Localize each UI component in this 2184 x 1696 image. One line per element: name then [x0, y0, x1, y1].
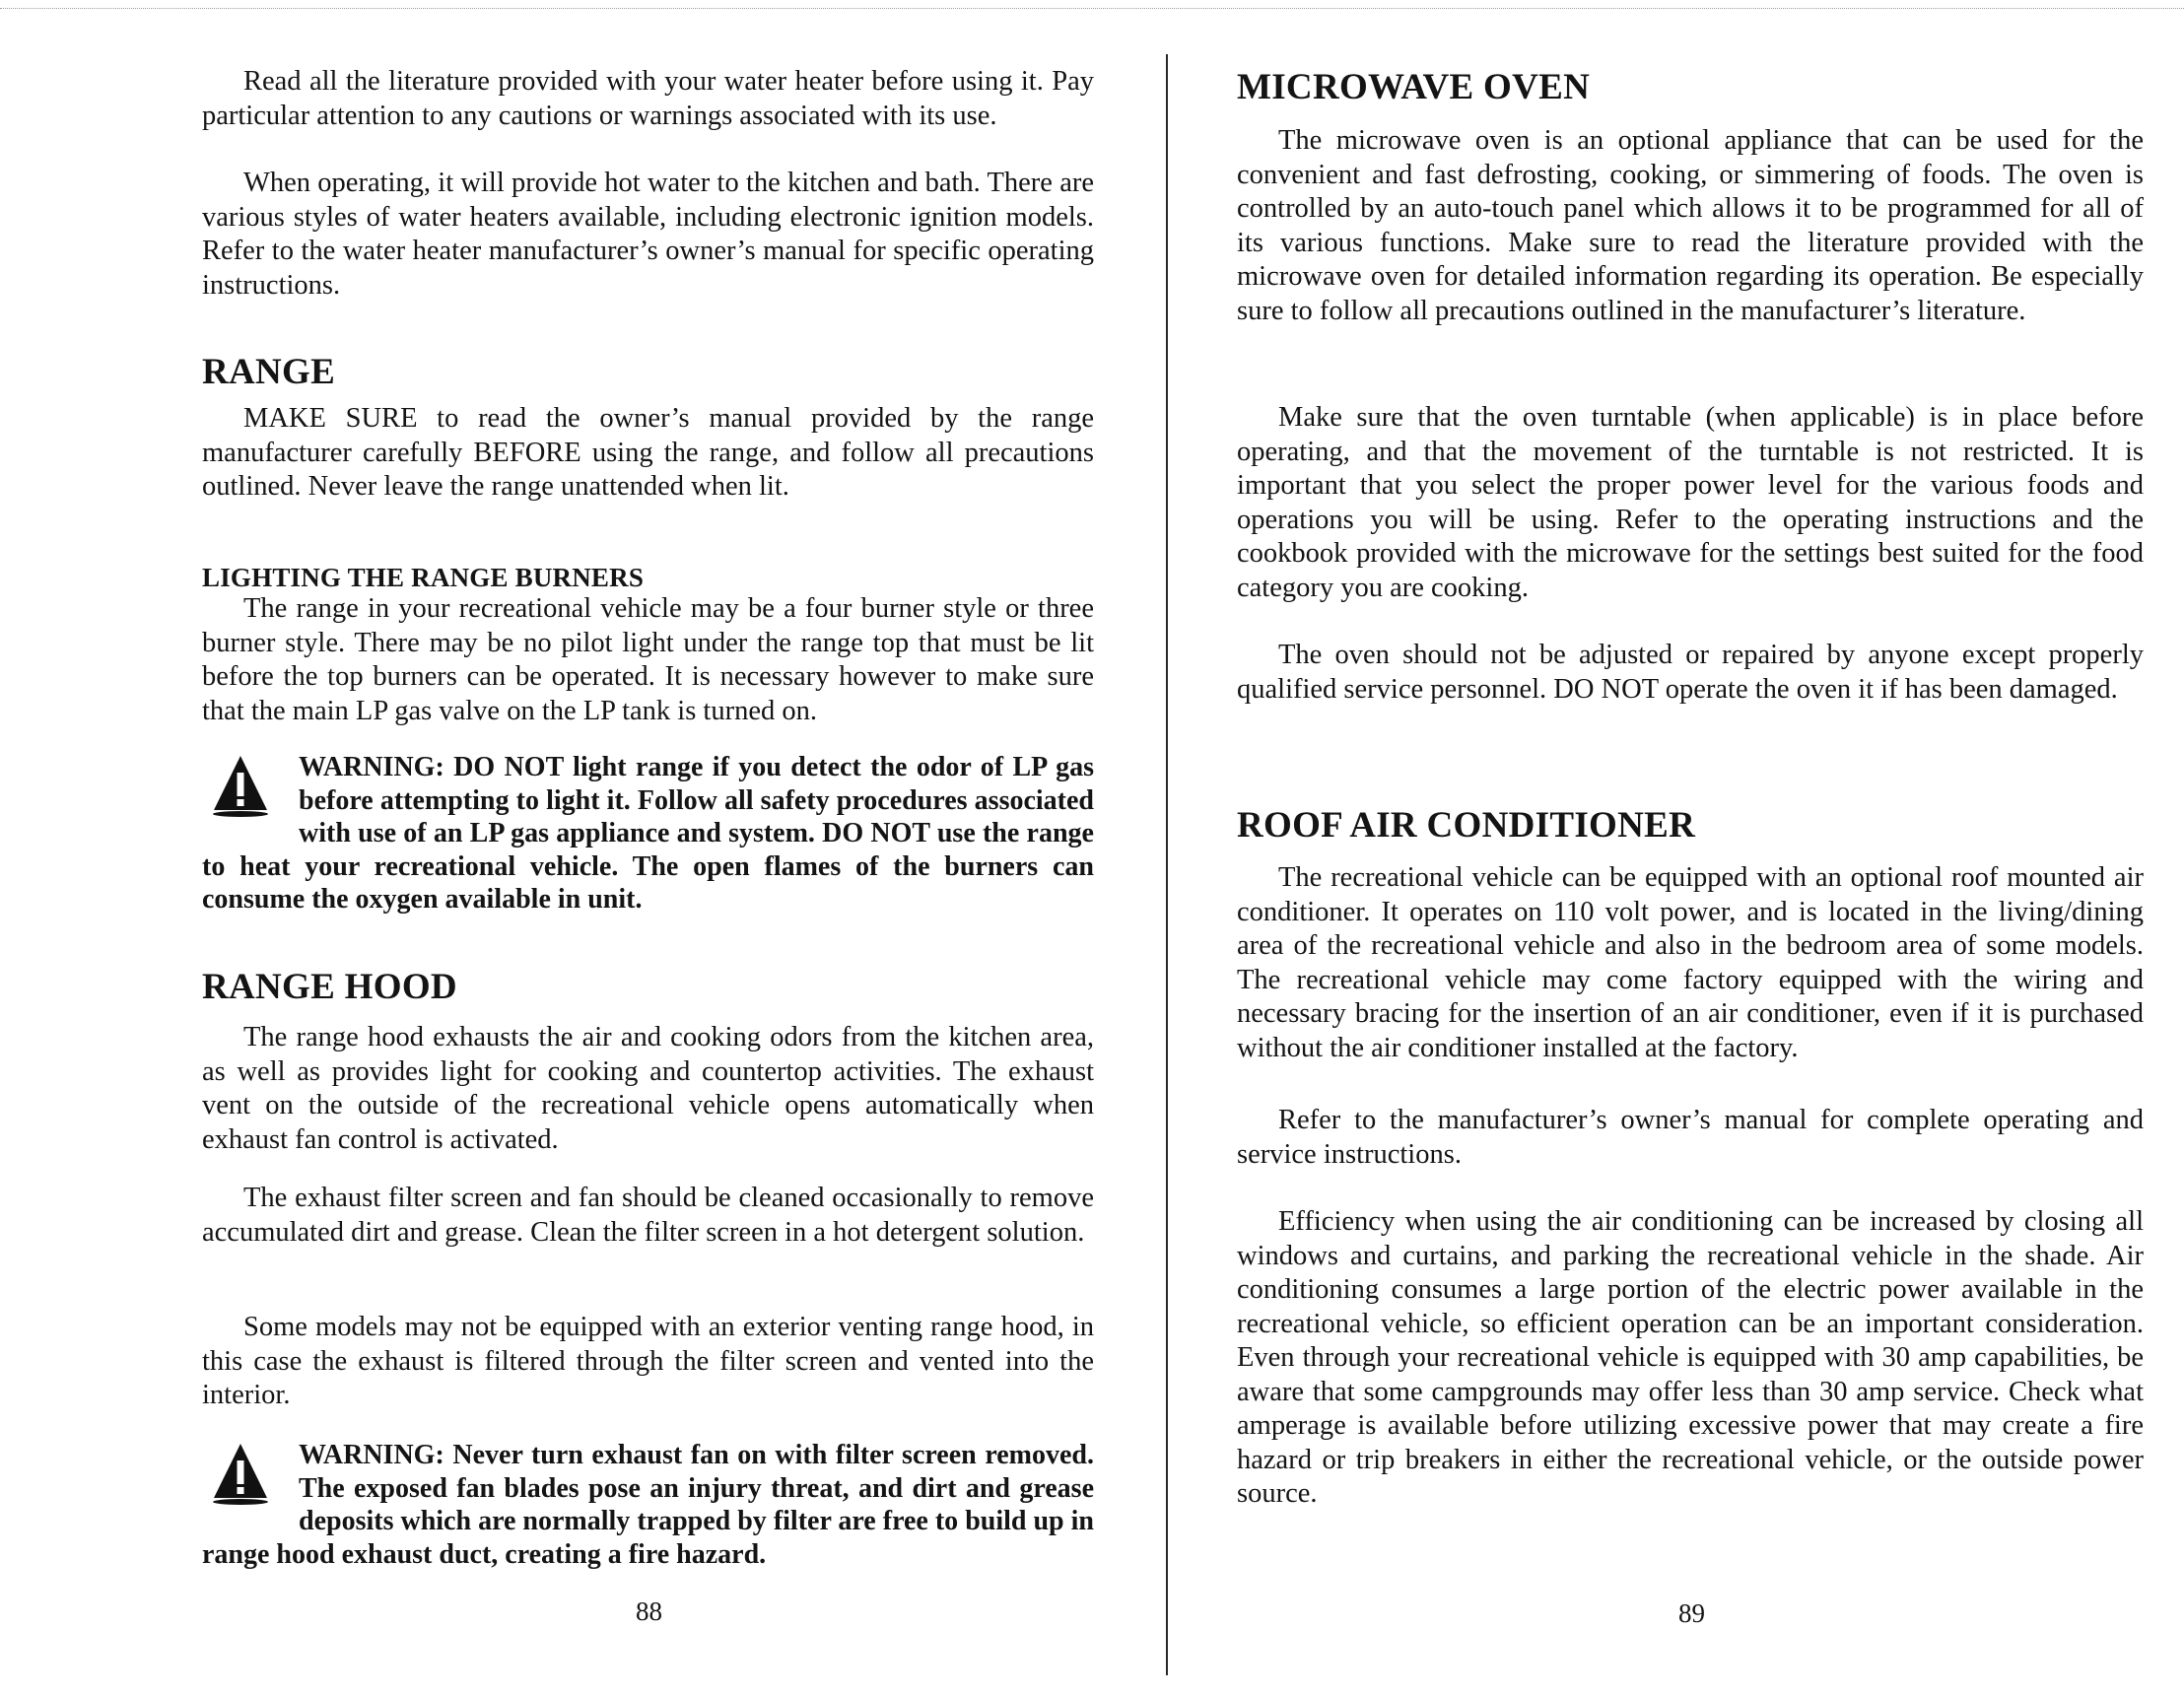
lighting-burners-subheading: LIGHTING THE RANGE BURNERS: [202, 563, 645, 592]
range-warning-text: WARNING: DO NOT light range if you detect the odor of LP gas before attempting to light it. Follow all safety procedures associated with use of an LP gas appliance and system. DO NOT use the range to heat your recreational vehicle. The open flames of the burners can consume the oxygen available in unit.: [202, 752, 1094, 915]
roof-ac-paragraph-2: Refer to the manufacturer’s owner’s manual for complete operating and service instructions.: [1237, 1105, 2144, 1170]
range-hood-warning-text: WARNING: Never turn exhaust fan on with filter screen removed. The exposed fan blades pose an injury threat, and dirt and grease deposits which are normally trapped by filter are free to build up in range hood exhaust duct, creating a fire hazard.: [202, 1440, 1094, 1570]
range-paragraph: MAKE SURE to read the owner’s manual provided by the range manufacturer carefully BEFORE using the range, and follow all precautions outlined. Never leave the range unattended when lit.: [202, 403, 1094, 502]
page-number-right: 89: [1678, 1598, 1705, 1628]
roof-ac-paragraph-1: The recreational vehicle can be equipped with an optional roof mounted air conditioner. It operates on 110 volt power, and is located in the living/dining area of the recreational vehicle and also in the bedroom area of some models. The recreational vehicle may come factory equipped with the wiring and necessary bracing for the insertion of an air conditioner, even if it is purchased without the air conditioner installed at the factory.: [1237, 862, 2144, 1063]
warning-triangle-icon: [210, 753, 271, 818]
microwave-paragraph-1: The microwave oven is an optional appliance that can be used for the convenient and fast defrosting, cooking, or simmering of foods. The oven is controlled by an auto-touch panel which allows it to be programmed for all of its various functions. Make sure to read the literature provided with the microwave oven for detailed information regarding its operation. Be especially sure to follow all precautions outlined in the manufacturer’s literature.: [1237, 125, 2144, 326]
microwave-paragraph-2: Make sure that the oven turntable (when applicable) is in place before operating, and that the movement of the turntable is not restricted. It is important that you select the proper power level for the various foods and operations you will be using. Refer to the operating instructions and the cookbook provided with the microwave for the settings best suited for the food category you are cooking.: [1237, 402, 2144, 603]
microwave-oven-heading: MICROWAVE OVEN: [1237, 67, 1591, 107]
range-hood-paragraph-3: Some models may not be equipped with an exterior venting range hood, in this case the exhaust is filtered through the filter screen and vented into the interior.: [202, 1312, 1094, 1410]
warning-triangle-icon: [210, 1441, 271, 1506]
water-heater-intro-paragraph: Read all the literature provided with your water heater before using it. Pay particular attention to any cautions or warnings associated with its use.: [202, 66, 1094, 131]
lighting-burners-paragraph: The range in your recreational vehicle may be a four burner style or three burner style. There may be no pilot light under the range top that must be lit before the top burners can be operated. It is necessary however to make sure that the main LP gas valve on the LP tank is turned on.: [202, 593, 1094, 726]
water-heater-operation-paragraph: When operating, it will provide hot water to the kitchen and bath. There are various styles of water heaters available, including electronic ignition models. Refer to the water heater manufacturer’s owner’s manual for specific operating instructions.: [202, 168, 1094, 301]
range-hood-paragraph-1: The range hood exhausts the air and cooking odors from the kitchen area, as well as provides light for cooking and countertop activities. The exhaust vent on the outside of the recreational vehicle opens automatically when exhaust fan control is activated.: [202, 1022, 1094, 1155]
range-heading: RANGE: [202, 352, 336, 392]
range-hood-paragraph-2: The exhaust filter screen and fan should be cleaned occasionally to remove accumulated dirt and grease. Clean the filter screen in a hot detergent solution.: [202, 1183, 1094, 1248]
page-number-left: 88: [636, 1596, 662, 1626]
page-gutter-line: [1166, 54, 1168, 1675]
range-hood-heading: RANGE HOOD: [202, 967, 457, 1007]
top-edge-rule: [0, 8, 2184, 9]
microwave-paragraph-3: The oven should not be adjusted or repaired by anyone except properly qualified service personnel. DO NOT operate the oven it if has been damaged.: [1237, 640, 2144, 705]
roof-air-conditioner-heading: ROOF AIR CONDITIONER: [1237, 805, 1696, 846]
roof-ac-paragraph-3: Efficiency when using the air conditioning can be increased by closing all windows and curtains, and parking the recreational vehicle in the shade. Air conditioning consumes a large portion of the electric power available in the recreational vehicle, so efficient operation can be an important consideration. Even through your recreational vehicle is equipped with 30 amp capabilities, be aware that some campgrounds may offer less than 30 amp service. Check what amperage is available before utilizing excessive power that may create a fire hazard or trip breakers in either the recreational vehicle, or the outside power source.: [1237, 1206, 2144, 1509]
